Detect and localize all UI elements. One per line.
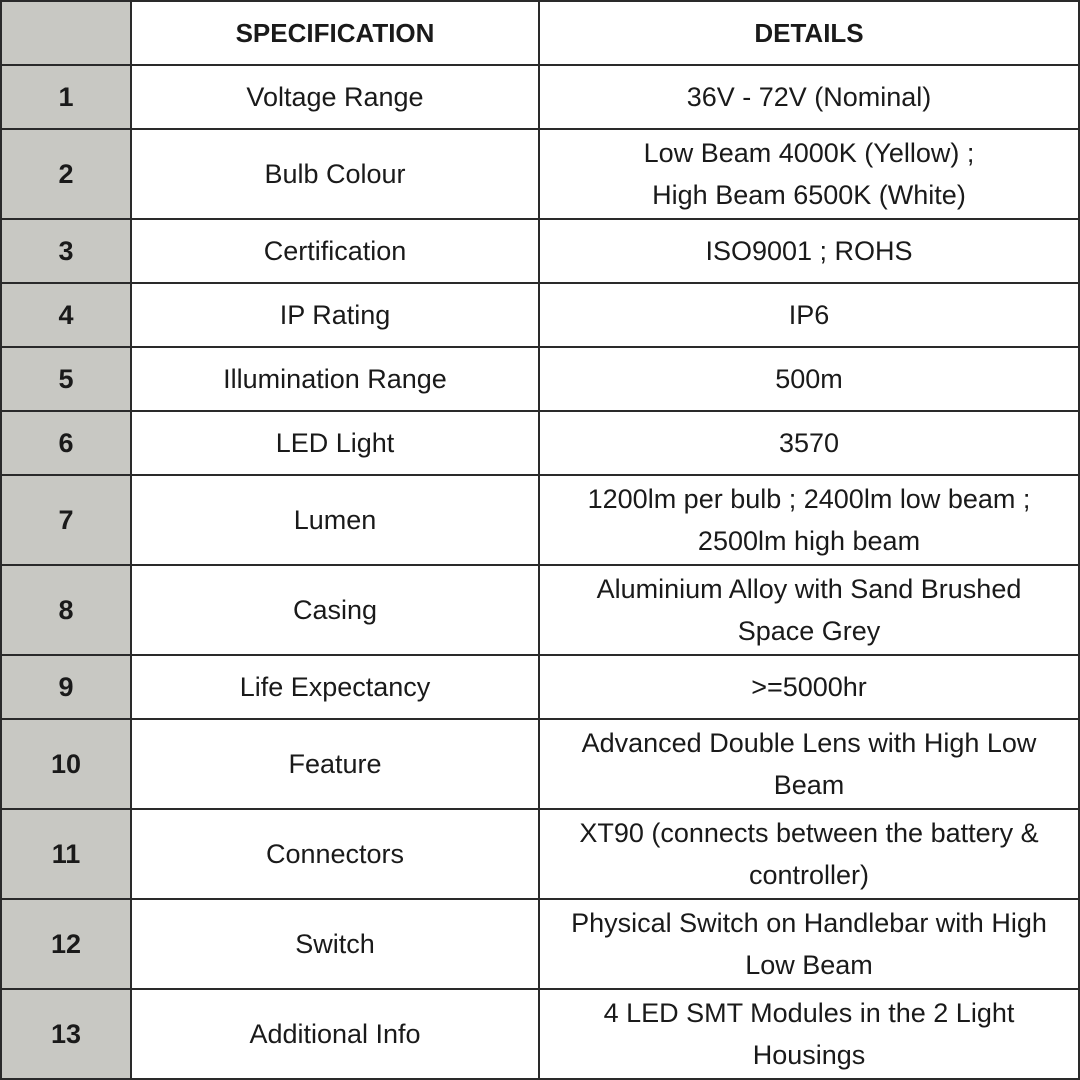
table-row [1,411,1079,475]
spec-details: 36V - 72V (Nominal) [539,65,1079,129]
table-row [1,347,1079,411]
spec-details: Aluminium Alloy with Sand Brushed Space Grey [539,565,1079,655]
table-row [1,719,1079,809]
row-number: 7 [1,475,131,565]
row-number: 12 [1,899,131,989]
table-row [1,283,1079,347]
spec-name: Bulb Colour [131,129,539,219]
spec-name: Lumen [131,475,539,565]
spec-details: 500m [539,347,1079,411]
spec-details: IP6 [539,283,1079,347]
spec-details: 1200lm per bulb ; 2400lm low beam ; 2500lm high beam [539,475,1079,565]
row-number: 8 [1,565,131,655]
table-row [1,655,1079,719]
spec-name: Connectors [131,809,539,899]
details-header: DETAILS [539,1,1079,65]
row-number: 3 [1,219,131,283]
spec-details: ISO9001 ; ROHS [539,219,1079,283]
spec-name: Feature [131,719,539,809]
spec-name: Switch [131,899,539,989]
spec-name: IP Rating [131,283,539,347]
spec-name: LED Light [131,411,539,475]
row-number: 2 [1,129,131,219]
table-row [1,899,1079,989]
spec-details: XT90 (connects between the battery & controller) [539,809,1079,899]
row-number: 1 [1,65,131,129]
row-number: 11 [1,809,131,899]
row-number: 13 [1,989,131,1079]
spec-details: 3570 [539,411,1079,475]
table-row [1,475,1079,565]
spec-name: Voltage Range [131,65,539,129]
spec-details: 4 LED SMT Modules in the 2 Light Housings [539,989,1079,1079]
spec-details: >=5000hr [539,655,1079,719]
spec-details: Low Beam 4000K (Yellow) ; High Beam 6500K (White) [539,129,1079,219]
table-row [1,65,1079,129]
row-number: 5 [1,347,131,411]
header-corner-cell [1,1,131,65]
table-row [1,565,1079,655]
table-row [1,219,1079,283]
specification-header: SPECIFICATION [131,1,539,65]
row-number: 10 [1,719,131,809]
spec-name: Casing [131,565,539,655]
table-row [1,129,1079,219]
spec-name: Additional Info [131,989,539,1079]
table-header-row [1,1,1079,65]
row-number: 6 [1,411,131,475]
spec-name: Illumination Range [131,347,539,411]
spec-details: Advanced Double Lens with High Low Beam [539,719,1079,809]
table-row [1,989,1079,1079]
spec-name: Certification [131,219,539,283]
spec-name: Life Expectancy [131,655,539,719]
spec-details: Physical Switch on Handlebar with High Low Beam [539,899,1079,989]
row-number: 4 [1,283,131,347]
row-number: 9 [1,655,131,719]
table-row [1,809,1079,899]
